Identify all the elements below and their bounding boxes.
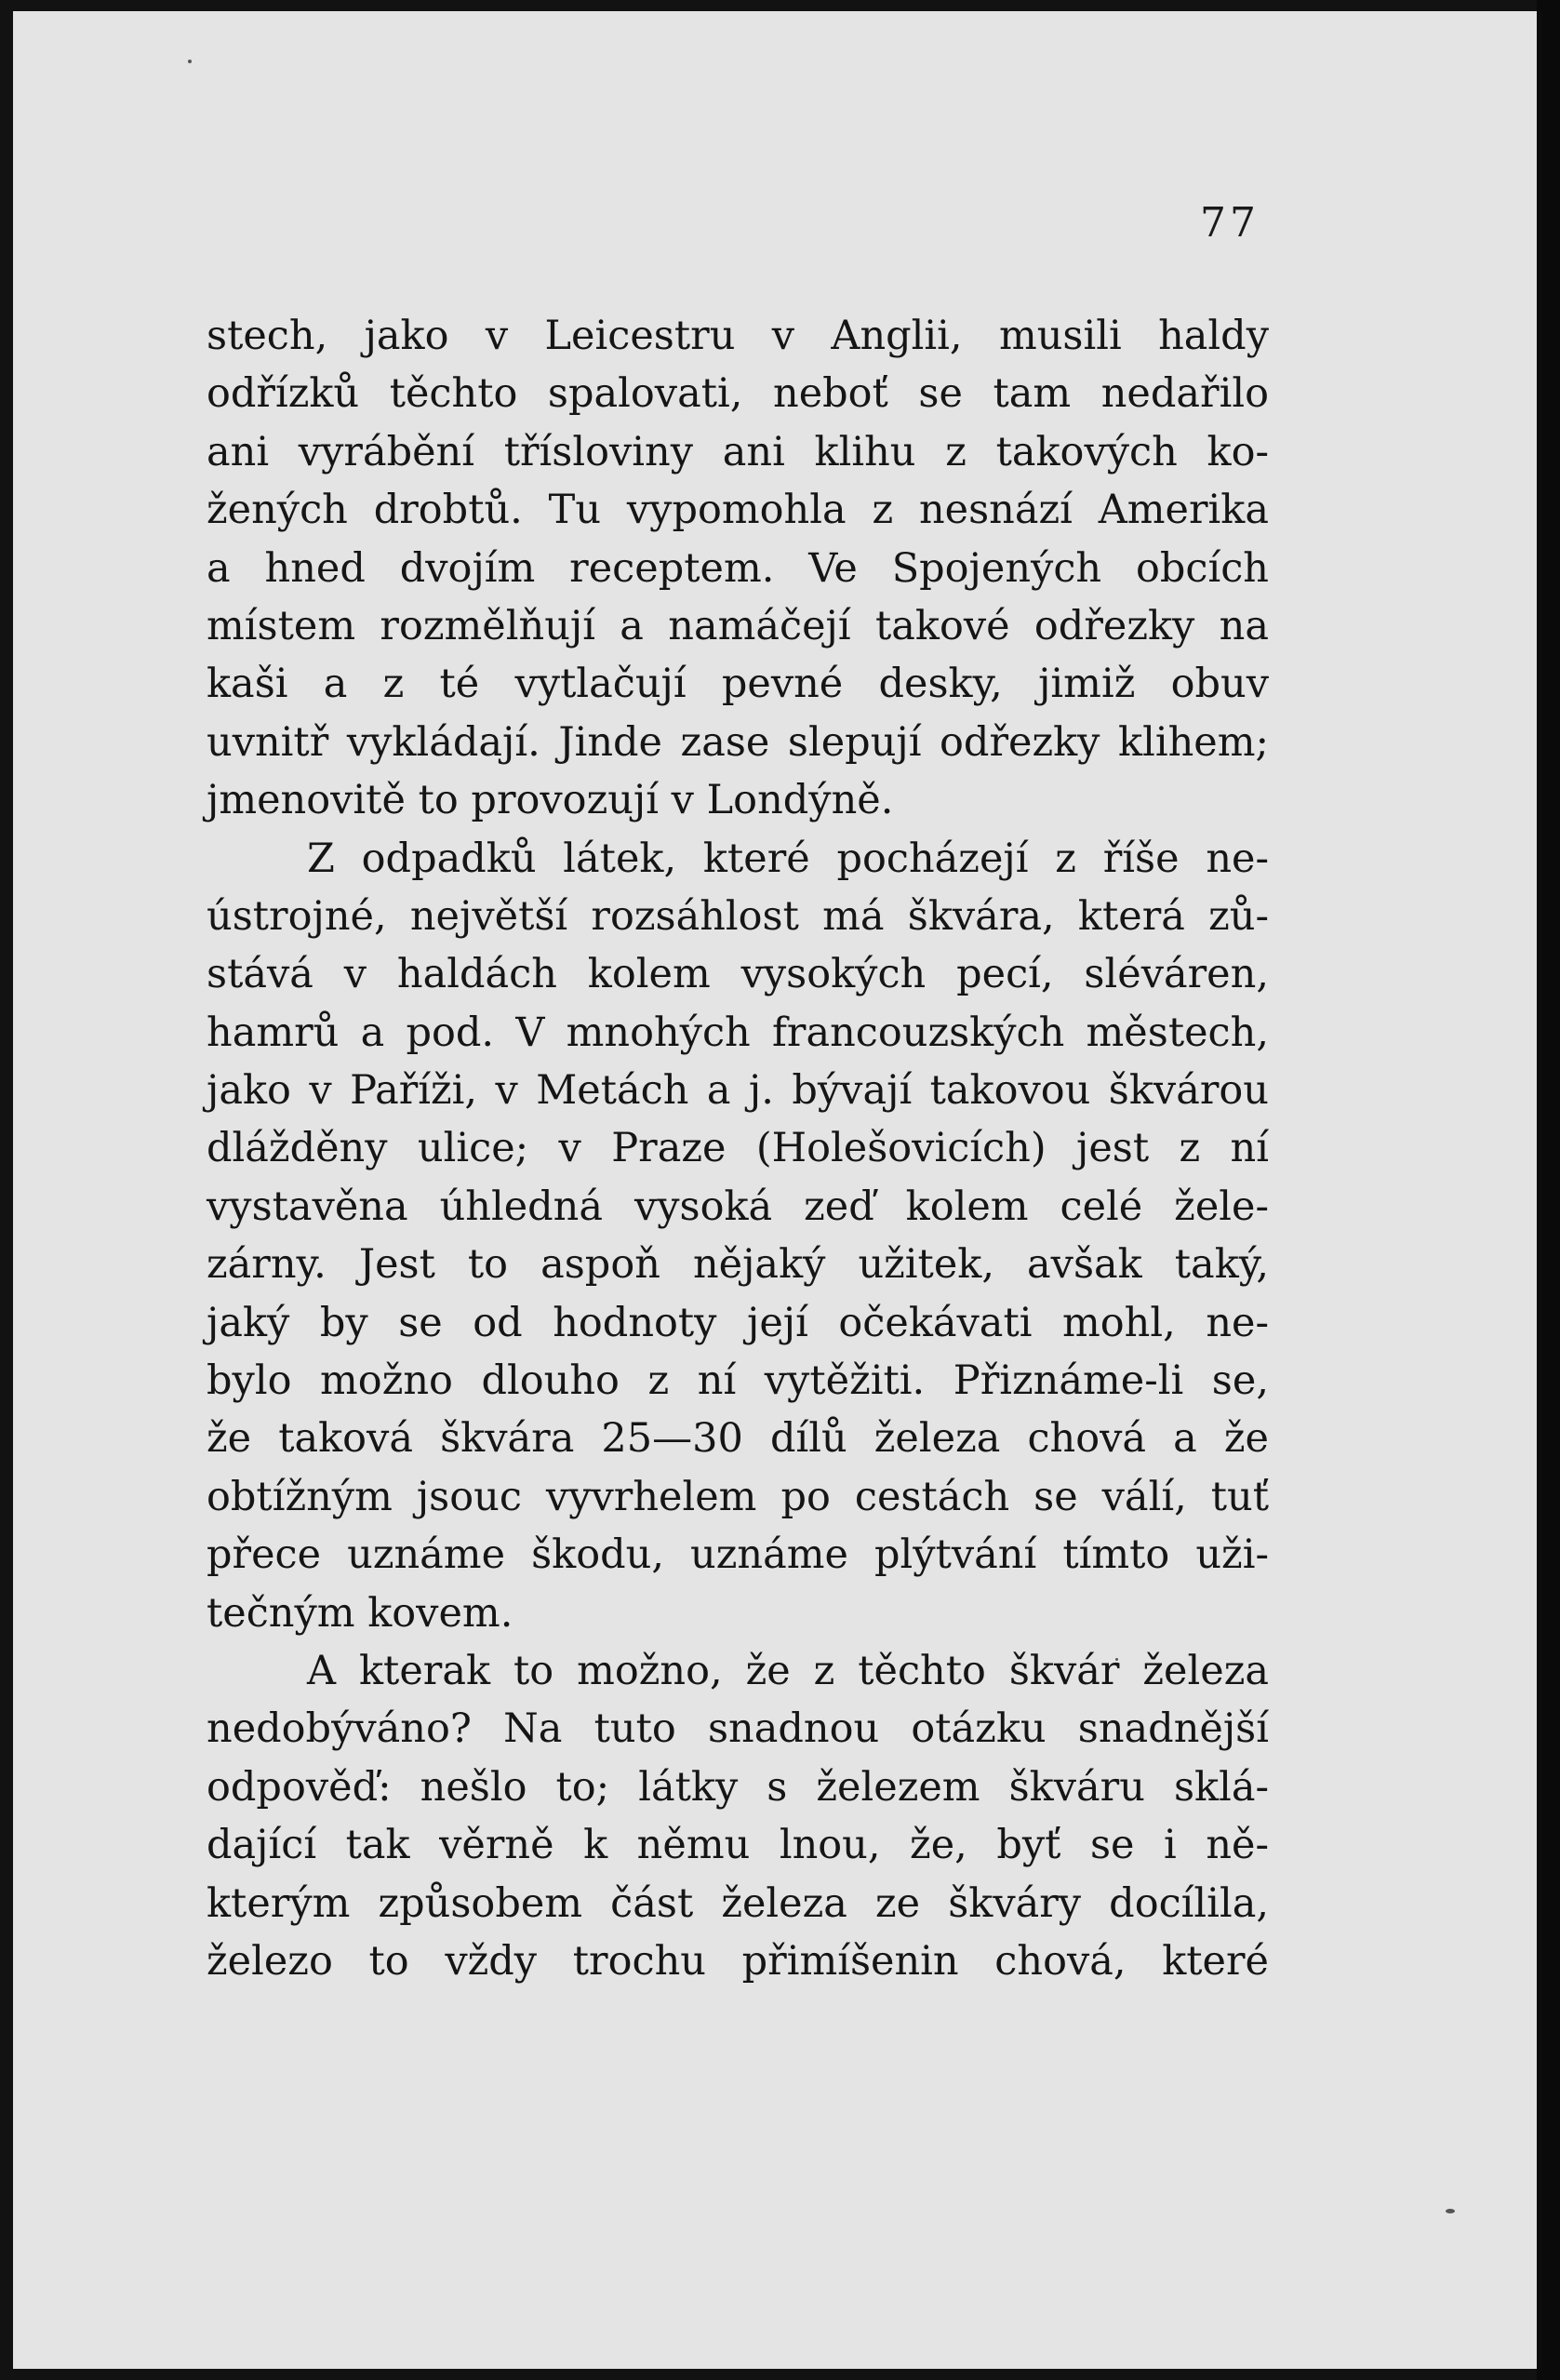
text-line: stává v haldách kolem vysokých pecí, sléváren, — [207, 951, 1269, 998]
text-line: vystavěna úhledná vysoká zeď kolem celé žele- — [207, 1183, 1269, 1230]
text-line: železo to vždy trochu přimíšenin chová, které — [207, 1937, 1269, 1985]
text-line: jaký by se od hodnoty její očekávati mohl, ne- — [207, 1299, 1269, 1346]
dust-speck — [188, 60, 192, 63]
text-line: dající tak věrně k němu lnou, že, byť se i ně- — [207, 1822, 1269, 1869]
text-line: obtížným jsouc vyvrhelem po cestách se válí, tuť — [207, 1473, 1269, 1520]
text-line: uvnitř vykládají. Jinde zase slepují odřezky klihem; — [207, 718, 1269, 766]
text-line: stech, jako v Leicestru v Anglii, musili haldy — [207, 313, 1269, 359]
body-text — [207, 307, 1269, 1990]
text-line: zárny. Jest to aspoň nějaký užitek, avšak taký, — [207, 1241, 1269, 1289]
text-line: jako v Paříži, v Metách a j. bývají takovou škvárou — [207, 1067, 1269, 1115]
text-line-indented: Z odpadků látek, které pocházejí z říše ne- — [307, 835, 1269, 882]
text-line: žených drobtů. Tu vypomohla z nesnází Amerika — [207, 487, 1269, 534]
text-line: ústrojné, největší rozsáhlost má škvára, která zů- — [207, 892, 1269, 940]
text-line: místem rozmělňují a namáčejí takové odřezky na — [207, 602, 1269, 649]
text-line: kterým způsobem část železa ze škváry docílila, — [207, 1879, 1269, 1927]
text-line: že taková škvára 25—30 dílů železa chová a že — [207, 1415, 1269, 1463]
text-line: dlážděny ulice; v Praze (Holešovicích) jest z ní — [207, 1125, 1269, 1172]
text-line: jmenovitě to provozují v Londýně. — [207, 777, 894, 824]
text-line: a hned dvojím receptem. Ve Spojených obcích — [207, 544, 1269, 592]
text-line: odřízků těchto spalovati, neboť se tam nedařilo — [207, 370, 1269, 418]
text-line: hamrů a pod. V mnohých francouzských městech, — [207, 1009, 1269, 1056]
text-line: kaši a z té vytlačují pevné desky, jimiž obuv — [207, 661, 1269, 708]
text-line: přece uznáme škodu, uznáme plýtvání tímto uži- — [207, 1531, 1269, 1579]
text-line: bylo možno dlouho z ní vytěžiti. Přiznáme-li se, — [207, 1357, 1269, 1405]
text-line: nedobýváno? Na tuto snadnou otázku snadnější — [207, 1705, 1269, 1753]
text-line: odpověď: nešlo to; látky s železem škváru sklá- — [207, 1763, 1269, 1811]
text-line: tečným kovem. — [207, 1589, 513, 1637]
page-number: 77 — [1200, 199, 1260, 247]
dust-speck — [1446, 2209, 1455, 2213]
text-line: ani vyrábění třísloviny ani klihu z takových ko- — [207, 428, 1269, 475]
text-line-indented: A kterak to možno, že z těchto škvár železa — [307, 1647, 1269, 1694]
